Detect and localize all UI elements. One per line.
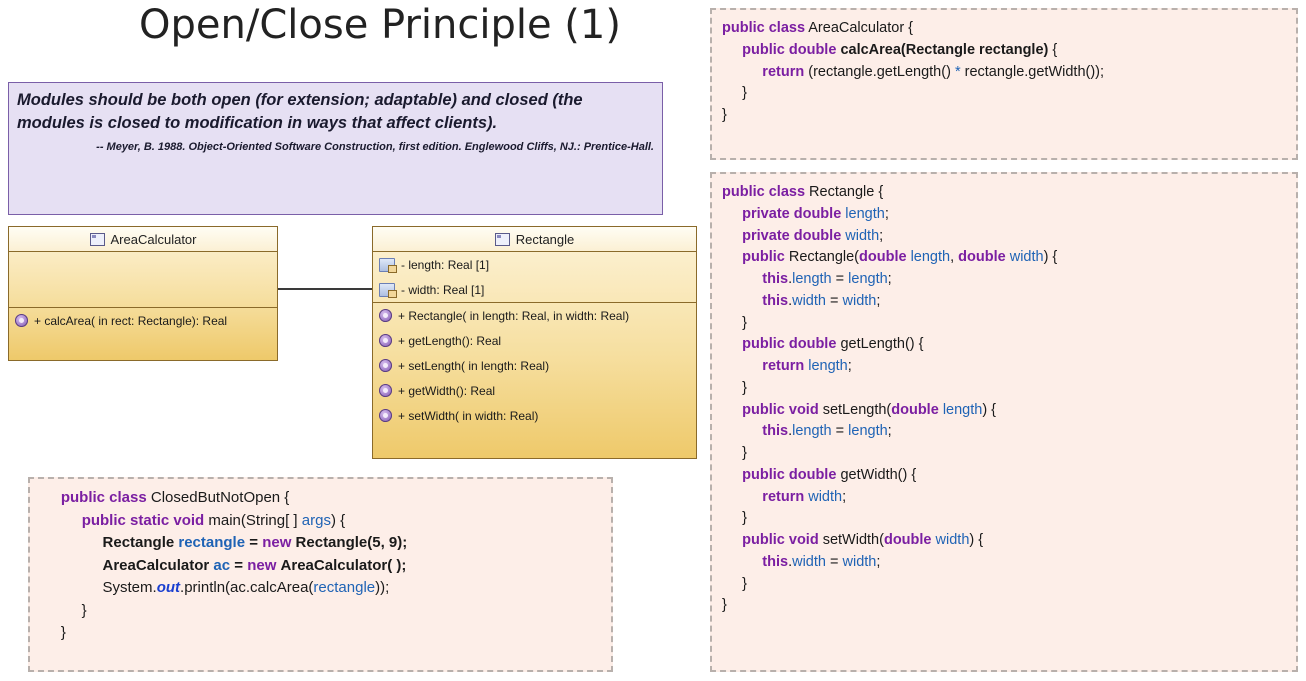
operation-icon <box>379 334 392 347</box>
uml-operation-label: + setLength( in length: Real) <box>398 358 550 373</box>
uml-attributes-compartment <box>373 252 696 303</box>
operation-icon <box>15 314 28 327</box>
uml-class-name: AreaCalculator <box>110 231 197 247</box>
uml-association-line <box>278 288 372 290</box>
uml-attribute-label: - width: Real [1] <box>401 282 485 297</box>
uml-class-areacalculator <box>8 226 278 361</box>
uml-operation-row <box>373 353 696 378</box>
class-icon <box>495 233 510 246</box>
uml-class-rectangle <box>372 226 697 459</box>
uml-class-name: Rectangle <box>515 231 575 247</box>
code-block-rectangle: public class Rectangle { private double length; private double width; public Rectangle(double length, double width) { this.length = length; this.width = width; } public double getLength() { return length; } public void setLength(double length) { this.length = length; } public double getWidth() { return width; } public void setWidth(double width) { this.width = width; } } <box>710 172 1298 672</box>
operation-icon <box>379 309 392 322</box>
uml-operations-compartment <box>373 303 696 428</box>
attribute-icon <box>379 258 395 272</box>
quote-citation: -- Meyer, B. 1988. Object-Oriented Software Construction, first edition. Englewood Cliffs, NJ.: Prentice-Hall. <box>96 140 654 153</box>
uml-operation-row <box>373 378 696 403</box>
quote-callout <box>8 82 663 215</box>
uml-operation-label: + getLength(): Real <box>398 333 502 348</box>
uml-attribute-row <box>373 252 696 277</box>
uml-operation-row <box>373 303 696 328</box>
uml-operation-row <box>9 308 277 333</box>
quote-text: Modules should be both open (for extension; adaptable) and closed (the modules is closed to modification in ways that affect clients). <box>17 91 583 133</box>
uml-operation-label: + Rectangle( in length: Real, in width: Real) <box>398 308 630 323</box>
uml-operation-row <box>373 403 696 428</box>
uml-class-header <box>9 227 277 252</box>
operation-icon <box>379 359 392 372</box>
uml-operation-row <box>373 328 696 353</box>
class-icon <box>90 233 105 246</box>
page-title: Open/Close Principle (1) <box>139 2 621 48</box>
code-block-closedbutnotopen: public class ClosedButNotOpen { public static void main(String[ ] args) { Rectangle rectangle = new Rectangle(5, 9); AreaCalculator ac = new AreaCalculator( ); System.out.println(ac.calcArea(rectangle)); } } <box>28 477 613 672</box>
code-block-areacalculator: public class AreaCalculator { public double calcArea(Rectangle rectangle) { return (rectangle.getLength() * rectangle.getWidth()); } } <box>710 8 1298 160</box>
uml-attributes-compartment <box>9 252 277 308</box>
uml-operation-label: + setWidth( in width: Real) <box>398 408 539 423</box>
uml-operations-compartment <box>9 308 277 333</box>
uml-attribute-label: - length: Real [1] <box>401 257 490 272</box>
uml-class-header <box>373 227 696 252</box>
operation-icon <box>379 409 392 422</box>
operation-icon <box>379 384 392 397</box>
uml-operation-label: + getWidth(): Real <box>398 383 496 398</box>
attribute-icon <box>379 283 395 297</box>
uml-attribute-row <box>373 277 696 302</box>
uml-operation-label: + calcArea( in rect: Rectangle): Real <box>34 313 228 328</box>
